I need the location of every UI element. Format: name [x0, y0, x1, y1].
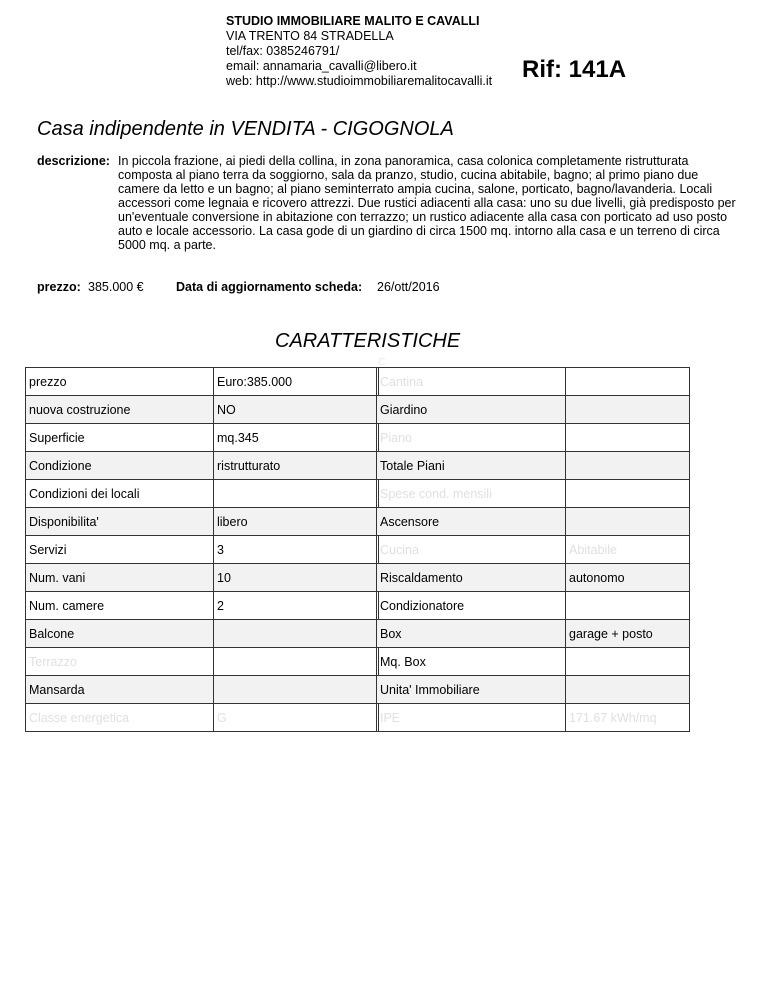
features-table-left — [25, 367, 379, 732]
feature-label: Condizioni dei locali — [26, 480, 214, 508]
feature-value — [214, 480, 379, 508]
feature-label: Mansarda — [26, 676, 214, 704]
feature-value: garage + posto — [566, 620, 690, 648]
update-date-label: Data di aggiornamento scheda: — [176, 280, 363, 294]
feature-label: Box — [377, 620, 566, 648]
feature-label: Ascensore — [377, 508, 566, 536]
feature-value — [214, 648, 379, 676]
feature-value: autonomo — [566, 564, 690, 592]
agency-web: web: http://www.studioimmobiliaremalitocavalli.it — [226, 74, 493, 88]
price-label: prezzo: — [37, 280, 81, 294]
table-row — [377, 704, 690, 732]
feature-value: 10 — [214, 564, 379, 592]
feature-label: Disponibilita' — [26, 508, 214, 536]
feature-value: libero — [214, 508, 379, 536]
table-row — [26, 704, 379, 732]
feature-value: G — [214, 704, 379, 732]
agency-email: email: annamaria_cavalli@libero.it — [226, 59, 417, 73]
feature-label: Cantina — [377, 368, 566, 396]
table-row — [377, 508, 690, 536]
feature-label: nuova costruzione — [26, 396, 214, 424]
reference-number: Rif: 141A — [522, 56, 627, 83]
feature-value — [566, 592, 690, 620]
feature-value — [566, 648, 690, 676]
table-row — [26, 452, 379, 480]
feature-value: 3 — [214, 536, 379, 564]
feature-label: Totale Piani — [377, 452, 566, 480]
feature-value: 2 — [214, 592, 379, 620]
feature-value: Euro:385.000 — [214, 368, 379, 396]
table-row — [26, 648, 379, 676]
table-row — [26, 592, 379, 620]
table-row — [377, 564, 690, 592]
section-title: CARATTERISTICHE — [275, 330, 461, 352]
table-row — [377, 396, 690, 424]
feature-value — [214, 620, 379, 648]
table-row — [377, 424, 690, 452]
agency-address: VIA TRENTO 84 STRADELLA — [226, 29, 394, 43]
ghost-mark: C — [378, 357, 386, 368]
feature-value — [566, 480, 690, 508]
table-row — [377, 592, 690, 620]
feature-label: Cucina — [377, 536, 566, 564]
feature-label: Superficie — [26, 424, 214, 452]
feature-label: Condizione — [26, 452, 214, 480]
table-row — [377, 368, 690, 396]
feature-label: Piano — [377, 424, 566, 452]
feature-label: Spese cond. mensili — [377, 480, 566, 508]
table-row — [377, 676, 690, 704]
feature-label: Condizionatore — [377, 592, 566, 620]
feature-label: IPE — [377, 704, 566, 732]
table-row — [377, 648, 690, 676]
update-date-value: 26/ott/2016 — [377, 280, 440, 294]
table-row — [26, 396, 379, 424]
table-row — [377, 536, 690, 564]
feature-value — [566, 508, 690, 536]
feature-value: NO — [214, 396, 379, 424]
description-label: descrizione: — [37, 154, 110, 168]
feature-value — [214, 676, 379, 704]
feature-value — [566, 396, 690, 424]
table-row — [26, 508, 379, 536]
feature-value — [566, 452, 690, 480]
price-value: 385.000 € — [88, 280, 144, 294]
feature-label: prezzo — [26, 368, 214, 396]
description-text: In piccola frazione, ai piedi della collina, in zona panoramica, casa colonica completamente ristrutturata composta al piano terra da soggiorno, sala da pranzo, studio, cucina abitabile, bagno; al primo piano due camere da letto e un bagno; al piano seminterrato ampia cucina, salone, porticato, bagno/lavanderia. Locali accessori come legnaia e ricovero attrezzi. Due rustici adiacenti alla casa: uno su due livelli, già predisposto per un'eventuale conversione in abitazione con terrazzo; un rustico adiacente alla casa con porticato ad uso posto auto e locale accessorio. La casa gode di un giardino di circa 1500 mq. intorno alla casa e un terreno di circa 5000 mq. a parte. — [118, 154, 736, 252]
features-table-right — [376, 367, 690, 732]
feature-label: Classe energetica — [26, 704, 214, 732]
agency-telfax: tel/fax: 0385246791/ — [226, 44, 340, 58]
feature-value: 171.67 kWh/mq — [566, 704, 690, 732]
table-row — [26, 424, 379, 452]
feature-label: Num. vani — [26, 564, 214, 592]
feature-label: Num. camere — [26, 592, 214, 620]
agency-name: STUDIO IMMOBILIARE MALITO E CAVALLI — [226, 14, 480, 28]
feature-value: mq.345 — [214, 424, 379, 452]
feature-label: Riscaldamento — [377, 564, 566, 592]
feature-value: Abitabile — [566, 536, 690, 564]
feature-value — [566, 424, 690, 452]
agency-header — [226, 14, 492, 89]
feature-label: Balcone — [26, 620, 214, 648]
feature-label: Giardino — [377, 396, 566, 424]
feature-label: Servizi — [26, 536, 214, 564]
feature-value — [566, 676, 690, 704]
feature-label: Mq. Box — [377, 648, 566, 676]
table-row — [26, 564, 379, 592]
feature-value: ristrutturato — [214, 452, 379, 480]
feature-value — [566, 368, 690, 396]
feature-label: Terrazzo — [26, 648, 214, 676]
table-row — [377, 620, 690, 648]
feature-label: Unita' Immobiliare — [377, 676, 566, 704]
table-row — [377, 480, 690, 508]
table-row — [26, 480, 379, 508]
table-row — [26, 620, 379, 648]
table-row — [26, 536, 379, 564]
table-row — [26, 368, 379, 396]
listing-title: Casa indipendente in VENDITA - CIGOGNOLA — [37, 118, 454, 140]
table-row — [377, 452, 690, 480]
table-row — [26, 676, 379, 704]
